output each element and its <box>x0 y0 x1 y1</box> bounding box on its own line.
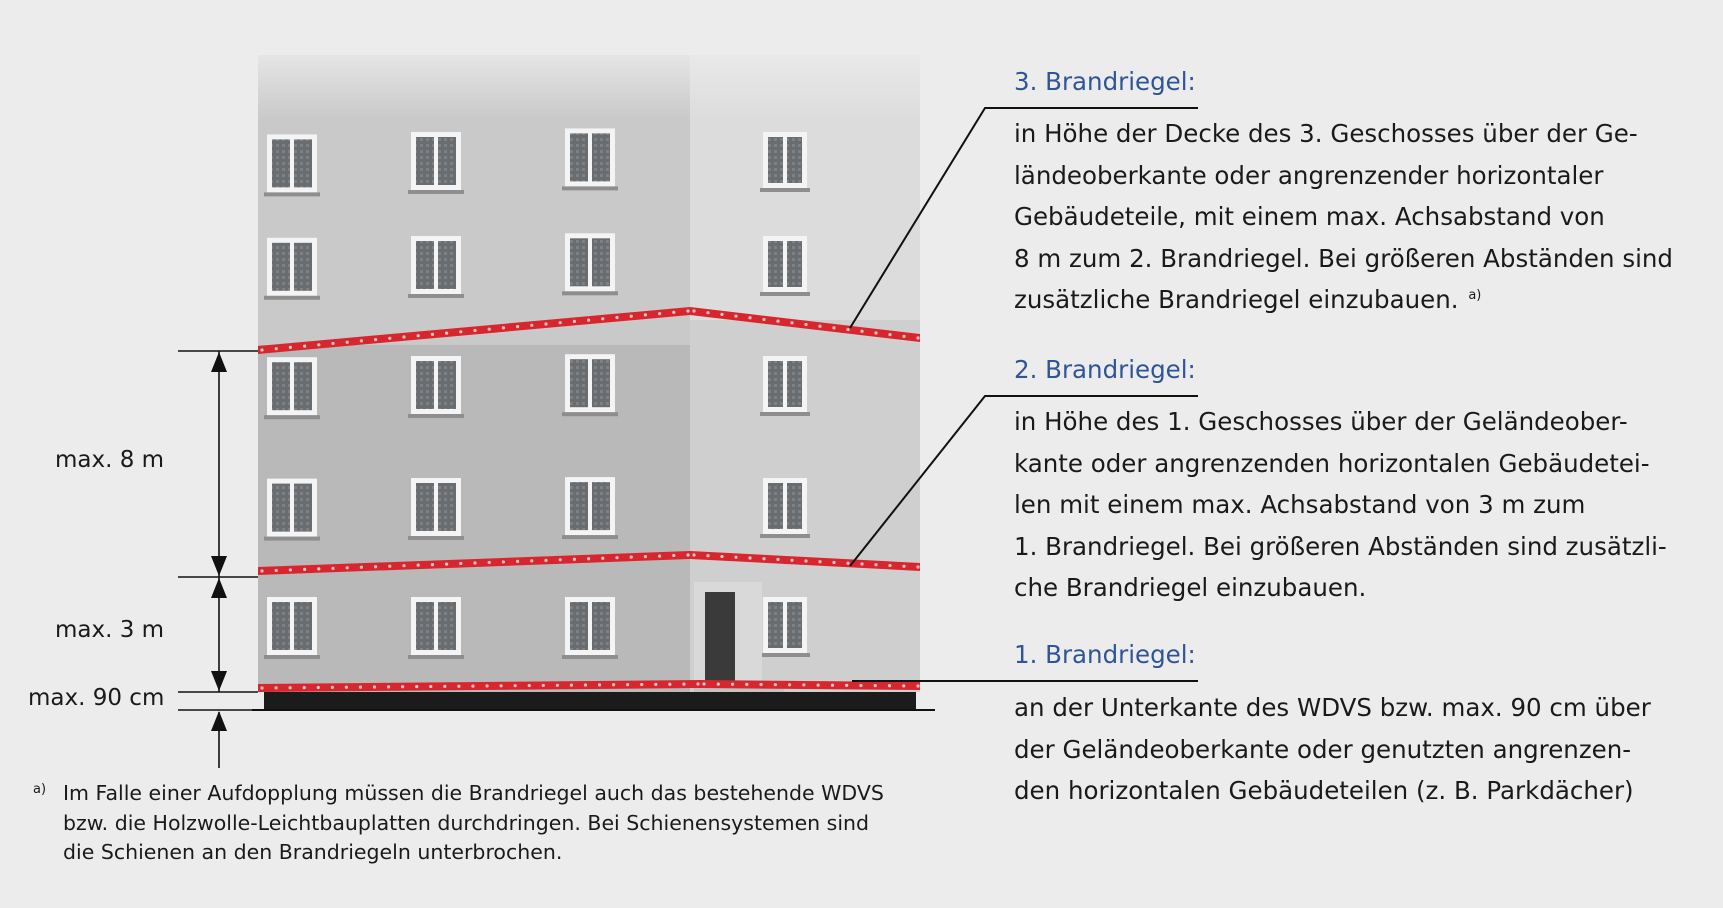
firebreak-anchor <box>289 568 292 571</box>
footnote-reference: a) <box>1468 287 1482 303</box>
firebreak-anchor <box>682 683 685 686</box>
text-line: len mit einem max. Achsabstand von 3 m zum <box>1014 490 1586 519</box>
firebreak-anchor <box>831 684 834 687</box>
text-line: in Höhe der Decke des 3. Geschosses über der Ge- <box>1014 119 1638 148</box>
firebreak-anchor <box>612 683 615 686</box>
firebreak-anchor <box>717 683 720 686</box>
ground-base <box>264 692 916 710</box>
firebreak-anchor <box>573 320 576 323</box>
window <box>408 236 464 298</box>
firebreak-anchor <box>346 566 349 569</box>
firebreak-anchor <box>790 559 793 562</box>
text-line: che Brandriegel einzubauen. <box>1014 573 1367 602</box>
firebreak-anchor <box>587 319 590 322</box>
firebreak-anchor <box>388 337 391 340</box>
firebreak-anchor <box>748 556 751 559</box>
firebreak-anchor <box>459 330 462 333</box>
firebreak-anchor <box>731 683 734 686</box>
firebreak-anchor <box>530 324 533 327</box>
firebreak-anchor <box>542 684 545 687</box>
firebreak-anchor <box>544 322 547 325</box>
text-line: 8 m zum 2. Brandriegel. Bei größeren Abständen sind <box>1014 243 1673 273</box>
firebreak-anchor <box>514 684 517 687</box>
firebreak-anchor <box>720 555 723 558</box>
window <box>264 134 320 196</box>
firebreak-anchor <box>488 561 491 564</box>
firebreak-anchor <box>668 683 671 686</box>
firebreak-anchor <box>644 313 647 316</box>
window <box>264 479 320 541</box>
firebreak-anchor <box>415 685 418 688</box>
firebreak-anchor <box>745 683 748 686</box>
firebreak-anchor <box>874 563 877 566</box>
firebreak-anchor <box>734 314 737 317</box>
text-line: Gebäudeteile, mit einem max. Achsabstand von <box>1014 202 1605 231</box>
window <box>760 356 810 416</box>
firebreak-anchor <box>417 334 420 337</box>
firebreak-anchor <box>573 558 576 561</box>
firebreak-anchor <box>445 332 448 335</box>
firebreak-anchor <box>902 684 905 687</box>
firebreak-anchor <box>473 329 476 332</box>
text-line: ländeoberkante oder angrenzender horizontaler <box>1014 160 1604 190</box>
text-line <box>1014 279 1704 321</box>
dimension-label-90cm: max. 90 cm <box>28 685 165 711</box>
firebreak-anchor <box>706 554 709 557</box>
firebreak-anchor <box>345 686 348 689</box>
window <box>408 597 464 659</box>
firebreak-anchor <box>804 323 807 326</box>
firebreak-anchor <box>374 338 377 341</box>
firebreak-anchor <box>570 684 573 687</box>
firebreak-anchor <box>762 318 765 321</box>
footnote-line: die Schienen an den Brandriegeln unterbrochen. <box>63 840 563 864</box>
firebreak-anchor <box>802 683 805 686</box>
firebreak-anchor <box>692 553 695 556</box>
firebreak-anchor <box>331 567 334 570</box>
firebreak-anchor <box>874 684 877 687</box>
firebreak-anchor <box>275 347 278 350</box>
firebreak-anchor <box>874 331 877 334</box>
firebreak-1-description <box>1014 687 1704 812</box>
firebreak-anchor <box>260 569 263 572</box>
window <box>760 236 810 296</box>
firebreak-anchor <box>759 683 762 686</box>
firebreak-anchor <box>429 685 432 688</box>
firebreak-anchor <box>640 683 643 686</box>
firebreak-anchor <box>516 560 519 563</box>
firebreak-anchor <box>303 568 306 571</box>
firebreak-anchor <box>499 684 502 687</box>
dimension-label-8m: max. 8 m <box>55 447 165 473</box>
firebreak-anchor <box>544 559 547 562</box>
firebreak-anchor <box>502 560 505 563</box>
firebreak-anchor <box>445 562 448 565</box>
firebreak-anchor <box>530 559 533 562</box>
firebreak-anchor <box>584 683 587 686</box>
firebreak-anchor <box>559 321 562 324</box>
firebreak-anchor <box>346 341 349 344</box>
firebreak-anchor <box>706 311 709 314</box>
firebreak-anchor <box>387 685 390 688</box>
firebreak-anchor <box>317 343 320 346</box>
firebreak-anchor <box>459 562 462 565</box>
firebreak-anchor <box>902 335 905 338</box>
firebreak-anchor <box>902 565 905 568</box>
firebreak-anchor <box>303 345 306 348</box>
firebreak-3-heading: 3. Brandriegel: <box>1014 67 1196 96</box>
firebreak-anchor <box>317 567 320 570</box>
text-line-content: zusätzliche Brandriegel einzubauen. <box>1014 285 1459 314</box>
firebreak-anchor <box>473 561 476 564</box>
firebreak-anchor <box>443 685 446 688</box>
firebreak-anchor <box>686 553 689 556</box>
firebreak-anchor <box>720 313 723 316</box>
window <box>562 233 618 295</box>
firebreak-anchor <box>402 564 405 567</box>
firebreak-anchor <box>832 561 835 564</box>
window <box>562 128 618 190</box>
firebreak-anchor <box>516 325 519 328</box>
firebreak-anchor <box>457 685 460 688</box>
footnote <box>33 779 884 868</box>
firebreak-anchor <box>431 333 434 336</box>
firebreak-anchor <box>916 336 919 339</box>
firebreak-anchor <box>626 683 629 686</box>
firebreak-anchor <box>601 317 604 320</box>
firebreak-anchor <box>916 565 919 568</box>
firebreak-anchor <box>556 684 559 687</box>
text-line: der Geländeoberkante oder genutzten angrenzen- <box>1014 734 1632 764</box>
firebreak-anchor <box>860 330 863 333</box>
firebreak-anchor <box>373 685 376 688</box>
firebreak-anchor <box>471 684 474 687</box>
firebreak-anchor <box>615 316 618 319</box>
text-line: in Höhe des 1. Geschosses über der Geländeober- <box>1014 407 1628 436</box>
firebreak-anchor <box>587 557 590 560</box>
firebreak-anchor <box>388 565 391 568</box>
firebreak-anchor <box>528 684 531 687</box>
firebreak-anchor <box>818 325 821 328</box>
firebreak-anchor <box>832 326 835 329</box>
firebreak-anchor <box>846 562 849 565</box>
firebreak-3-description <box>1014 113 1704 321</box>
firebreak-anchor <box>762 557 765 560</box>
firebreak-anchor <box>859 684 862 687</box>
dimension-label-3m: max. 3 m <box>55 617 165 643</box>
window <box>562 477 618 539</box>
firebreak-1-heading: 1. Brandriegel: <box>1014 640 1196 669</box>
firebreak-anchor <box>488 328 491 331</box>
text-line: kante oder angrenzenden horizontalen Gebäudetei- <box>1014 448 1650 478</box>
firebreak-anchor <box>734 556 737 559</box>
firebreak-anchor <box>702 682 705 685</box>
firebreak-anchor <box>417 564 420 567</box>
firebreak-anchor <box>360 339 363 342</box>
firebreak-anchor <box>485 684 488 687</box>
firebreak-anchor <box>630 556 633 559</box>
firebreak-anchor <box>658 554 661 557</box>
firebreak-anchor <box>774 683 777 686</box>
text-line: an der Unterkante des WDVS bzw. max. 90 cm über <box>1014 693 1651 722</box>
firebreak-anchor <box>615 556 618 559</box>
firebreak-anchor <box>260 348 263 351</box>
footnote-line: Im Falle einer Aufdopplung müssen die Brandriegel auch das bestehende WDVS <box>63 781 884 805</box>
firebreak-anchor <box>559 558 562 561</box>
window <box>760 132 810 192</box>
window <box>408 356 464 418</box>
firebreak-anchor <box>601 557 604 560</box>
firebreak-anchor <box>401 685 404 688</box>
firebreak-anchor <box>696 682 699 685</box>
firebreak-anchor <box>331 686 334 689</box>
firebreak-anchor <box>817 683 820 686</box>
firebreak-anchor <box>860 562 863 565</box>
firebreak-anchor <box>672 554 675 557</box>
sky-fade <box>250 40 930 120</box>
firebreak-anchor <box>888 564 891 567</box>
text-line: den horizontalen Gebäudeteilen (z. B. Parkdächer) <box>1014 776 1634 805</box>
firebreak-anchor <box>331 342 334 345</box>
window <box>264 597 320 659</box>
footnote-line: bzw. die Holzwolle-Leichtbauplatten durchdringen. Bei Schienensystemen sind <box>63 810 870 835</box>
window <box>760 478 810 538</box>
window <box>408 132 464 194</box>
window <box>264 357 320 419</box>
firebreak-anchor <box>776 558 779 561</box>
firebreak-anchor <box>776 320 779 323</box>
firebreak-anchor <box>275 569 278 572</box>
firebreak-anchor <box>374 565 377 568</box>
firebreak-anchor <box>303 686 306 689</box>
window <box>760 597 810 657</box>
footnote-marker: a) <box>33 782 47 797</box>
firebreak-anchor <box>804 559 807 562</box>
window <box>562 354 618 416</box>
firebreak-anchor <box>598 683 601 686</box>
firebreak-anchor <box>502 326 505 329</box>
firebreak-anchor <box>788 683 791 686</box>
window <box>264 238 320 300</box>
firebreak-anchor <box>845 684 848 687</box>
text-line: 1. Brandriegel. Bei größeren Abständen sind zusätzli- <box>1014 531 1667 561</box>
firebreak-anchor <box>790 321 793 324</box>
firebreak-anchor <box>289 346 292 349</box>
firebreak-anchor <box>360 566 363 569</box>
firebreak-anchor <box>672 311 675 314</box>
firebreak-anchor <box>431 563 434 566</box>
window <box>562 597 618 659</box>
firebreak-anchor <box>686 309 689 312</box>
firebreak-anchor <box>402 335 405 338</box>
firebreak-anchor <box>260 686 263 689</box>
firebreak-anchor <box>916 684 919 687</box>
firebreak-anchor <box>289 686 292 689</box>
firebreak-2-heading: 2. Brandriegel: <box>1014 355 1196 384</box>
firebreak-anchor <box>654 683 657 686</box>
firebreak-anchor <box>846 328 849 331</box>
firebreak-anchor <box>644 555 647 558</box>
firebreak-anchor <box>888 333 891 336</box>
firebreak-anchor <box>692 309 695 312</box>
firebreak-anchor <box>818 560 821 563</box>
firebreak-anchor <box>274 686 277 689</box>
firebreak-anchor <box>748 316 751 319</box>
firebreak-anchor <box>630 315 633 318</box>
firebreak-anchor <box>888 684 891 687</box>
firebreak-anchor <box>658 312 661 315</box>
firebreak-anchor <box>359 685 362 688</box>
firebreak-2-description <box>1014 401 1704 609</box>
window <box>408 478 464 540</box>
firebreak-anchor <box>317 686 320 689</box>
